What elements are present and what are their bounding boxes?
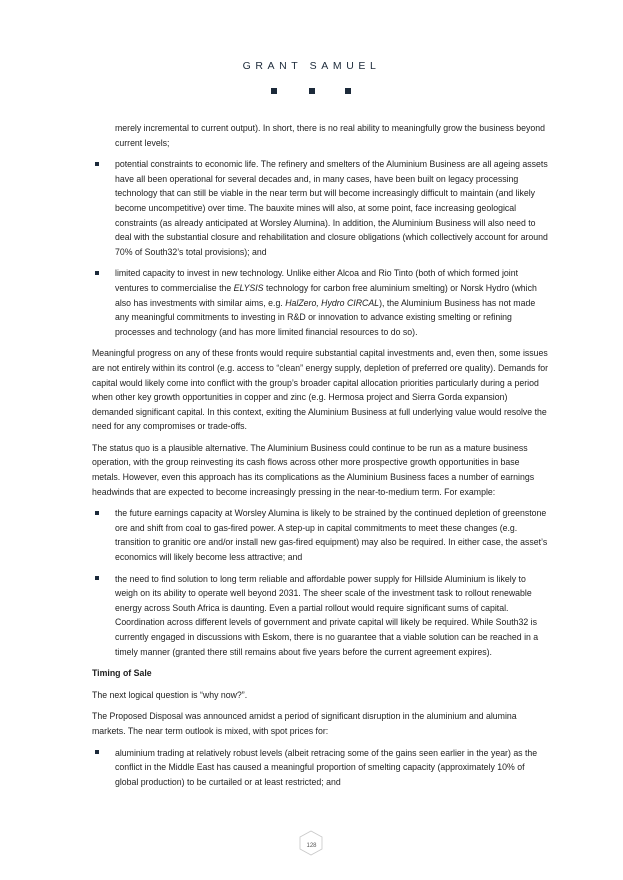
bullet-text — [115, 268, 537, 336]
italic-term: HalZero, Hydro CIRCAL — [285, 297, 380, 308]
bullet-item — [92, 157, 549, 259]
document-body — [92, 121, 549, 796]
continued-bullet-text: merely incremental to current output). In short, there is no real ability to meaningfully grow the business beyond current levels; — [115, 123, 545, 148]
bullet-item — [92, 572, 549, 660]
square-bullet-icon — [95, 162, 99, 166]
bullet-text-part: ), the Aluminium Business has not made any meaningful commitments to investing in R&D or innovation to advance existing smelting or refining processes and technology (and has more limited financial resources to do so). — [115, 297, 536, 337]
page-number: 128 — [306, 843, 317, 849]
square-bullet-icon — [95, 750, 99, 754]
italic-term: ELYSIS — [233, 282, 264, 293]
section-heading: Timing of Sale — [92, 668, 152, 679]
square-bullet-icon — [95, 511, 99, 515]
page-header — [0, 60, 623, 72]
bullet-text-part: limited capacity to invest in new technology. Unlike either Alcoa and Rio Tinto (both of which formed joint ventures to commercialise the — [115, 268, 519, 293]
brand-wordmark: GRANT SAMUEL — [242, 60, 381, 72]
bullet-item — [92, 266, 549, 339]
brand-square-icon — [309, 88, 315, 94]
brand-square-icon — [345, 88, 351, 94]
paragraph: The status quo is a plausible alternative. The Aluminium Business could continue to be run as a mature business operation, with the group reinvesting its cash flows across other more prospective growth opportunities in base metals. However, even this approach has its complications as the Aluminium Business faces a number of earnings headwinds that are expected to become increasingly pressing in the near-to-medium term. For example: — [92, 442, 535, 497]
bullet-item — [92, 746, 549, 790]
bullet-text: the future earnings capacity at Worsley Alumina is likely to be strained by the continued depletion of greenstone ore and shift from coal to gas-fired power. A step-up in capital commitments to meet these changes (e.g. transition to granitic ore and/or install new gas-fired equipment) may also be required. In either case, the asset’s economics will likely become less attractive; and — [115, 508, 548, 563]
paragraph: Meaningful progress on any of these fronts would require substantial capital investments and, even then, some issues are not entirely within its control (e.g. access to “clean” energy supply, depletion of preferred ore quality). Demands for capital would likely come into conflict with the group’s broader capital allocation priorities particularly during a period when other key growth opportunities in copper and zinc (e.g. Hermosa project and Sierra Gorda expansion) demanded significant capital. In this context, exiting the Aluminium Business at full underlying value would resolve the need for any compromises or trade-offs. — [92, 348, 549, 432]
bullet-text: potential constraints to economic life. The refinery and smelters of the Aluminium Business are all ageing assets have all been operational for several decades and, in many cases, have been built on legacy processing technology that can still be viable in the near term but will become increasingly difficult to maintain (and likely become uncompetitive) over time. The bauxite mines will also, at some point, face increasing geological constraints (as already anticipated at Worsley Alumina). In addition, the Aluminium Business will also need to deal with the substantial closure and rehabilitation and closure obligations (which collectively account for around 70% of South32’s total provisions); and — [115, 159, 548, 257]
square-bullet-icon — [95, 576, 99, 580]
bullet-text-part: technology for carbon free aluminium smelting) or Norsk Hydro (which also has investments with similar aims, e.g. — [115, 282, 537, 308]
brand-square-icon — [271, 88, 277, 94]
square-bullet-icon — [95, 271, 99, 275]
bullet-item — [92, 506, 549, 564]
paragraph: The Proposed Disposal was announced amidst a period of significant disruption in the aluminium and alumina markets. The near term outlook is mixed, with spot prices for: — [92, 711, 517, 736]
bullet-text: the need to find solution to long term reliable and affordable power supply for Hillside Aluminium is likely to weigh on its ability to operate well beyond 2031. The sheer scale of the investment task to rollout renewable energy across South Africa is daunting. Even a partial rollout would require significant sums of capital. Coordination across different levels of government and private capital will likely be required. While South32 is currently engaged in discussions with Eskom, there is no guarantee that a viable solution can be reached in a timely manner (granted there still remains about five years before the current agreement expires). — [115, 573, 539, 657]
paragraph: The next logical question is “why now?”. — [92, 689, 248, 700]
brand-squares — [0, 88, 623, 96]
bullet-text: aluminium trading at relatively robust levels (albeit retracing some of the gains seen earlier in the year) as the conflict in the Middle East has caused a meaningful proportion of smelting capacity (approximately 10% of global production) to be curtailed or at least restricted; and — [115, 747, 538, 787]
